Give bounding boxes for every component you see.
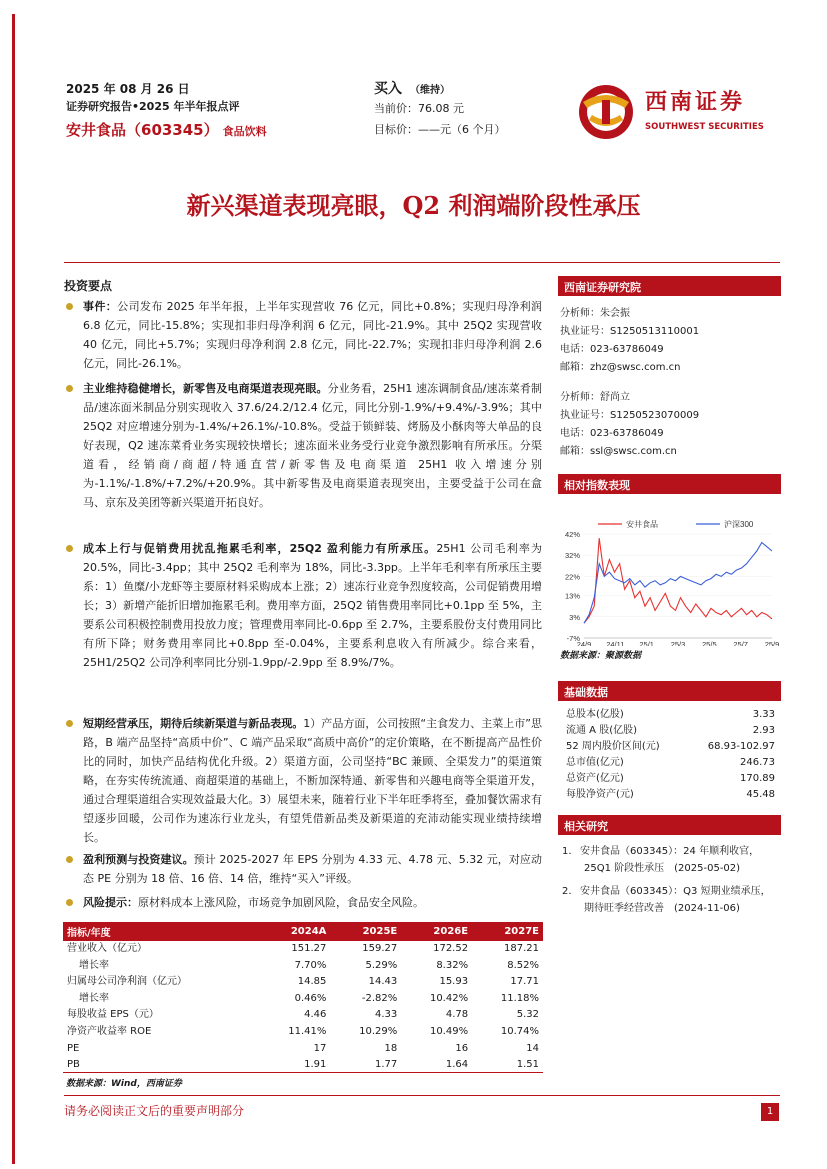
row-value: 1.77 (374, 1059, 398, 1071)
institute-header: 西南证券研究院 (558, 276, 781, 296)
table-header-cell: 2025E (330, 922, 401, 941)
row-value: 4.33 (374, 1009, 398, 1021)
sidebar-chart (558, 474, 781, 661)
current-price: 当前价：76.08 元 (374, 102, 464, 115)
row-label: 营业收入（亿元） (67, 943, 147, 954)
row-value: 16 (455, 1042, 469, 1054)
legend-label: 沪深300 (724, 520, 754, 529)
x-tick-label: 25/1 (639, 640, 654, 646)
company-label: 安井食品（603345） (66, 121, 219, 139)
table-header-cell: 2024A (260, 922, 331, 941)
related-num: 1. (562, 846, 572, 857)
chart-header: 相对指数表现 (558, 474, 781, 494)
basic-label: 总股本(亿股) (566, 709, 624, 720)
table-header-cell: 2026E (401, 922, 472, 941)
y-tick-label: 3% (569, 612, 580, 622)
y-tick-label: -7% (566, 634, 580, 643)
basic-row (558, 771, 781, 787)
report-title: 新兴渠道表现亮眼，Q2 利润端阶段性承压 (186, 191, 641, 220)
table-bottom-rule (63, 1072, 543, 1073)
basic-label: 52 周内股价区间(元) (566, 741, 660, 752)
related-line1: 安井食品（603345）：Q3 短期业绩承压， (580, 886, 771, 897)
bullet-dot-icon (66, 720, 73, 727)
basic-label: 总市值(亿元) (566, 757, 624, 768)
analyst-cert: 执业证号：S1250523070009 (560, 410, 700, 421)
row-value: 17 (313, 1042, 327, 1054)
row-label: PE (67, 1042, 80, 1054)
basic-row (558, 787, 781, 803)
x-tick-label: 25/5 (702, 640, 717, 646)
row-value: 11.41% (288, 1025, 327, 1037)
analyst-phone: 电话：023-63786049 (560, 428, 664, 439)
row-value: 0.46% (294, 992, 327, 1004)
basic-value: 68.93-102.97 (707, 741, 775, 752)
row-value: 14 (526, 1042, 539, 1054)
row-value: 8.52% (507, 959, 539, 971)
footer-disclaimer: 请务必阅读正文后的重要声明部分 (64, 1104, 245, 1118)
y-tick-label: 42% (564, 530, 580, 539)
row-value: 14.43 (368, 976, 398, 988)
x-tick-label: 25/3 (670, 640, 686, 646)
row-value: 1.64 (445, 1059, 469, 1071)
row-value: 10.29% (359, 1025, 398, 1037)
row-value: 4.46 (304, 1009, 327, 1021)
analyst-cert: 执业证号：S1250513110001 (560, 326, 700, 337)
bullet-dot-icon (66, 385, 73, 392)
basic-row (558, 707, 781, 723)
row-value: 14.85 (297, 976, 327, 988)
logo-emblem-icon (575, 82, 637, 142)
row-label: 归属母公司净利润（亿元） (67, 976, 187, 988)
table-row (63, 1007, 543, 1024)
bullet-text: 25H1 公司毛利率为 20.5%，同比-3.4pp；其中 25Q2 毛利率为 18%，同比-3.3pp。上半年毛利率有所承压主要系：1）鱼糜/小龙虾等主要原材料采购成本上涨；2）速冻行业竞争烈度较高，公司促销费用增长；3）新增产能折旧增加拖累毛利。费用率方面，25Q2 销售费用率同比+0.1pp 至 5%，主要系公司积极控制费用投放力度；管理费用率同比-0.6pp 至 2.7%，主要系股份支付费用同比有所下降；财务费用率同比+0.8pp 至-0.04%，主要系利息收入有所减少。综合来看，25H1/25Q2 公司净利率同比分别-1.9pp/-2.9pp 至 8.9%/7%。 (83, 542, 543, 669)
company-logo (575, 82, 775, 142)
rating (374, 78, 450, 98)
bullet-risk (66, 893, 542, 912)
bullet-head: 事件： (83, 300, 118, 313)
table-row (63, 941, 543, 958)
table-header-cell: 2027E (472, 922, 543, 941)
table-source: 数据来源：Wind，西南证券 (66, 1079, 182, 1089)
basic-row (558, 723, 781, 739)
row-value: 172.52 (433, 943, 469, 954)
relative-index-chart (558, 494, 781, 646)
related-item (558, 843, 781, 877)
analyst-name: 分析师：舒尚立 (560, 392, 630, 403)
row-label: 净资产收益率 ROE (67, 1025, 152, 1037)
related-line2: 期待旺季经营改善 (2024-11-06) (584, 903, 740, 914)
basic-value: 246.73 (740, 757, 775, 768)
row-value: 5.29% (365, 959, 398, 971)
bullet-text: 公司发布 2025 年半年报，上半年实现营收 76 亿元，同比+0.8%；实现归母净利润 6.8 亿元，同比-15.8%；实现扣非归母净利润 6 亿元，同比-21.9%。其中 25Q2 实现营收 40 亿元，同比+5.7%；实现归母净利润 2.8 亿元，同比-22.7%；实现扣非归母净利润 2.6 亿元，同比-26.1%。 (83, 300, 543, 370)
row-value: 1.51 (516, 1059, 539, 1071)
row-value: 10.74% (500, 1025, 539, 1037)
row-value: 11.18% (500, 992, 539, 1004)
basic-value: 2.93 (752, 725, 775, 736)
table-header-row (63, 922, 543, 941)
x-tick-label: 24/9 (576, 640, 592, 646)
row-value: 17.71 (510, 976, 539, 988)
sidebar-basic-data (558, 681, 781, 803)
table-header-cell: 指标/年度 (63, 922, 260, 941)
sidebar-analysts (558, 276, 781, 461)
bullet-head: 成本上行与促销费用扰乱拖累毛利率，25Q2 盈利能力有所承压。 (83, 542, 437, 555)
x-tick-label: 25/7 (733, 640, 748, 646)
logo-cn: 西南证券 (645, 89, 746, 115)
basic-value: 45.48 (746, 789, 775, 800)
footer-divider (64, 1095, 780, 1096)
related-line2: 25Q1 阶段性承压 (2025-05-02) (584, 863, 741, 874)
rating-note: （维持） (410, 85, 450, 96)
y-tick-label: 13% (564, 591, 580, 601)
y-tick-label: 22% (564, 572, 580, 582)
basic-value: 170.89 (740, 773, 775, 784)
row-value: 8.32% (436, 959, 469, 971)
chart-source: 数据来源：聚源数据 (560, 651, 642, 661)
bullet-head: 主业维持稳健增长，新零售及电商渠道表现亮眼。 (83, 382, 328, 395)
row-label: 增长率 (79, 959, 109, 971)
analyst-email: 邮箱：ssl@swsc.com.cn (560, 446, 677, 457)
bullet-text: 分业务看，25H1 速冻调制食品/速冻菜肴制品/速冻面米制品分别实现收入 37.6/24.2/12.4 亿元，同比分别-1.9%/+9.4%/-3.9%；其中 25Q2 对应增速分别为-1.4%/+26.1%/-10.8%。受益于锁鲜装、烤肠及小酥肉等大单品的良好表现，Q2 速冻菜肴业务实现较快增长；速冻面米业务受行业竞争激烈影响有所承压。分渠道看，经销商/商超/特通直营/新零售及电商渠道 25H1 收入增速分别为-1.1%/-1.8%/+7.2%/+20.9%。其中新零售及电商渠道表现突出，主要受益于公司在盒马、京东及美团等新兴渠道开拓良好。 (83, 382, 543, 509)
page-number: 1 (761, 1103, 779, 1121)
title-divider (64, 262, 780, 263)
logo-en: SOUTHWEST SECURITIES (645, 122, 764, 132)
basic-value: 3.33 (752, 709, 775, 720)
table-row (63, 974, 543, 991)
report-date: 2025 年 08 月 26 日 (66, 82, 190, 96)
row-value: 10.49% (429, 1025, 469, 1037)
row-value: 1.91 (304, 1059, 327, 1071)
row-label: PB (67, 1059, 80, 1071)
basic-row (558, 739, 781, 755)
sidebar-related (558, 815, 781, 917)
series-line (584, 538, 772, 623)
table-row (63, 1024, 543, 1041)
legend-label: 安井食品 (626, 520, 658, 529)
basic-row (558, 755, 781, 771)
rating-value: 买入 (374, 81, 402, 97)
x-tick-label: 24/11 (606, 640, 625, 646)
bullet-margin (66, 539, 542, 672)
analyst-phone: 电话：023-63786049 (560, 344, 664, 355)
bullet-outlook (66, 714, 542, 847)
related-item (558, 883, 781, 917)
related-line1: 安井食品（603345）：24 年顺利收官， (580, 846, 760, 857)
bullet-dot-icon (66, 545, 73, 552)
company-name (66, 119, 267, 140)
basic-header: 基础数据 (558, 681, 781, 701)
target-price: 目标价：——元（6 个月） (374, 123, 506, 136)
bullet-growth (66, 379, 542, 512)
report-type: 证券研究报告•2025 年半年报点评 (66, 100, 240, 113)
y-tick-label: 32% (564, 551, 580, 561)
forecast-table (63, 922, 543, 1074)
industry-label: 食品饮料 (222, 125, 267, 138)
row-value: 159.27 (362, 943, 398, 954)
row-value: 18 (384, 1042, 398, 1054)
bullet-text: 原材料成本上涨风险，市场竞争加剧风险，食品安全风险。 (138, 896, 424, 909)
x-tick-label: 25/9 (764, 640, 780, 646)
bullet-dot-icon (66, 303, 73, 310)
basic-label: 总资产(亿元) (566, 773, 624, 784)
bullet-text: 预计 2025-2027 年 EPS 分别为 4.33 元、4.78 元、5.32 元，对应动态 PE 分别为 18 倍、16 倍、14 倍，维持“买入”评级。 (83, 853, 542, 885)
row-value: 5.32 (516, 1009, 539, 1021)
bullet-head: 风险提示： (83, 896, 138, 909)
bullet-head: 盈利预测与投资建议。 (83, 853, 194, 866)
row-value: 4.78 (445, 1009, 469, 1021)
analyst-email: 邮箱：zhz@swsc.com.cn (560, 362, 681, 373)
bullet-head: 短期经营承压，期待后续新渠道与新品表现。 (83, 717, 304, 730)
row-label: 增长率 (79, 992, 109, 1004)
row-value: 15.93 (439, 976, 469, 988)
row-value: 10.42% (429, 992, 469, 1004)
basic-label: 流通 A 股(亿股) (566, 725, 638, 736)
related-num: 2. (562, 886, 572, 897)
analyst-name: 分析师：朱会振 (560, 308, 630, 319)
bullet-forecast (66, 850, 542, 888)
table-row (63, 1041, 543, 1058)
row-value: -2.82% (361, 992, 398, 1004)
table-row (63, 991, 543, 1008)
bullet-event (66, 297, 542, 373)
row-value: 187.21 (504, 943, 539, 954)
bullet-dot-icon (66, 899, 73, 906)
row-label: 每股收益 EPS（元） (67, 1009, 159, 1021)
bullet-text: 1）产品方面，公司按照“主食发力、主菜上市”思路，B 端产品坚持“高质中价”、C 端产品采取“高质中高价”的定价策略，在不断提高产品性价比的同时，加快产品结构优化升级。2）渠道方面，公司坚持“BC 兼顾、全渠发力”的渠道策略，在夯实传统流通、商超渠道的基础上，不断加深特通、新零售和兴趣电商等全渠道开发，通过合理渠道组合实现效益最大化。3）展望未来，随着行业下半年旺季将至，叠加餐饮需求有望逐步回暖，公司作为速冻行业龙头，有望凭借新品类及新渠道的充沛动能实现业绩持续增长。 (83, 717, 542, 844)
section-title: 投资要点 (64, 279, 113, 293)
related-header: 相关研究 (558, 815, 781, 835)
basic-label: 每股净资产(元) (566, 789, 634, 800)
table-row (63, 958, 543, 975)
bullet-dot-icon (66, 856, 73, 863)
row-value: 7.70% (294, 959, 327, 971)
row-value: 151.27 (291, 943, 327, 954)
